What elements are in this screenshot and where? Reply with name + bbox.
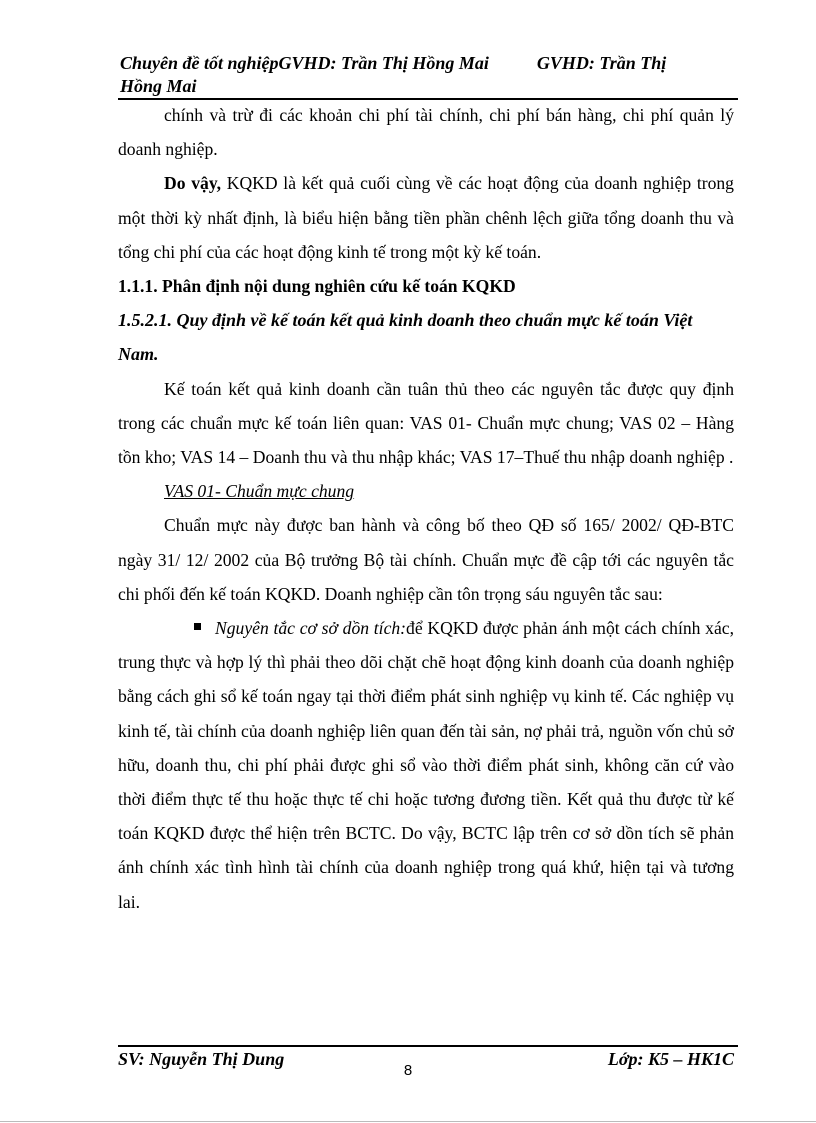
footer-student: SV: Nguyễn Thị Dung — [118, 1049, 285, 1069]
page-header — [120, 52, 740, 98]
subsection-heading: 1.5.2.1. Quy định về kế toán kết quả kinh doanh theo chuẩn mực kế toán Việt Nam. — [118, 310, 693, 365]
header-line-1 — [120, 52, 740, 75]
page-bottom-edge — [0, 1121, 816, 1122]
bullet-item — [118, 611, 734, 919]
document-body — [118, 98, 734, 919]
page-number: 8 — [403, 1062, 413, 1079]
paragraph-3: Kế toán kết quả kinh doanh cần tuân thủ theo các nguyên tắc được quy định trong các chuẩn mực kế toán liên quan: VAS 01- Chuẩn mực chung; VAS 02 – Hàng tồn kho; VAS 14 – Doanh thu và thu nhập khác; VAS 17–Thuế thu nhập doanh nghiệp . — [118, 378, 734, 468]
footer-divider — [118, 1045, 738, 1047]
section-heading: 1.1.1. Phân định nội dung nghiên cứu kế toán KQKD — [118, 276, 516, 297]
paragraph-1: chính và trừ đi các khoản chi phí tài chính, chi phí bán hàng, chi phí quản lý doanh nghiệp. — [118, 105, 734, 160]
bullet-text: để KQKD được phản ánh một cách chính xác, trung thực và hợp lý thì phải theo dõi chặt chẽ hoạt động kinh doanh của doanh nghiệp bằng cách ghi sổ kế toán ngay tại thời điểm phát sinh nghiệp vụ kinh tế. Các nghiệp vụ kinh tế, tài chính của doanh nghiệp liên quan đến tài sản, nợ phải trả, nguồn vốn chủ sở hữu, doanh thu, chi phí phải được ghi sổ vào thời điểm phát sinh, không căn cứ vào thời điểm thực tế thu hoặc thực tế chi hoặc tương đương tiền. Kết quả thu được từ kế toán KQKD được thể hiện trên BCTC. Do vậy, BCTC lập trên cơ sở dồn tích sẽ phản ánh chính xác tình hình tài chính của doanh nghiệp trong quá khứ, hiện tại và tương lai. — [118, 618, 734, 912]
paragraph-2-text: KQKD là kết quả cuối cùng về các hoạt động của doanh nghiệp trong một thời kỳ nhất định, là biểu hiện bằng tiền phần chênh lệch giữa tổng doanh thu và tổng chi phí của các hoạt động kinh tế trong một kỳ kế toán. — [118, 173, 734, 262]
footer-class: Lớp: K5 – HK1C — [607, 1049, 734, 1069]
square-bullet-icon — [194, 623, 201, 630]
paragraph-2 — [118, 166, 734, 269]
vas-01-title: VAS 01- Chuẩn mực chung — [164, 481, 355, 502]
header-supervisor: GVHD: Trần Thị — [536, 53, 667, 73]
paragraph-2-lead: Do vậy, — [164, 173, 222, 194]
bullet-label: Nguyên tắc cơ sở dồn tích: — [215, 618, 407, 639]
paragraph-4: Chuẩn mực này được ban hành và công bố theo QĐ số 165/ 2002/ QĐ-BTC ngày 31/ 12/ 2002 của Bộ trưởng Bộ tài chính. Chuẩn mực đề cập tới các nguyên tắc chi phối đến kế toán KQKD. Doanh nghiệp cần tôn trọng sáu nguyên tắc sau: — [118, 515, 734, 604]
header-title: Chuyên đề tốt nghiệpGVHD: Trần Thị Hồng Mai — [120, 53, 489, 73]
header-line-2: Hồng Mai — [120, 76, 197, 96]
